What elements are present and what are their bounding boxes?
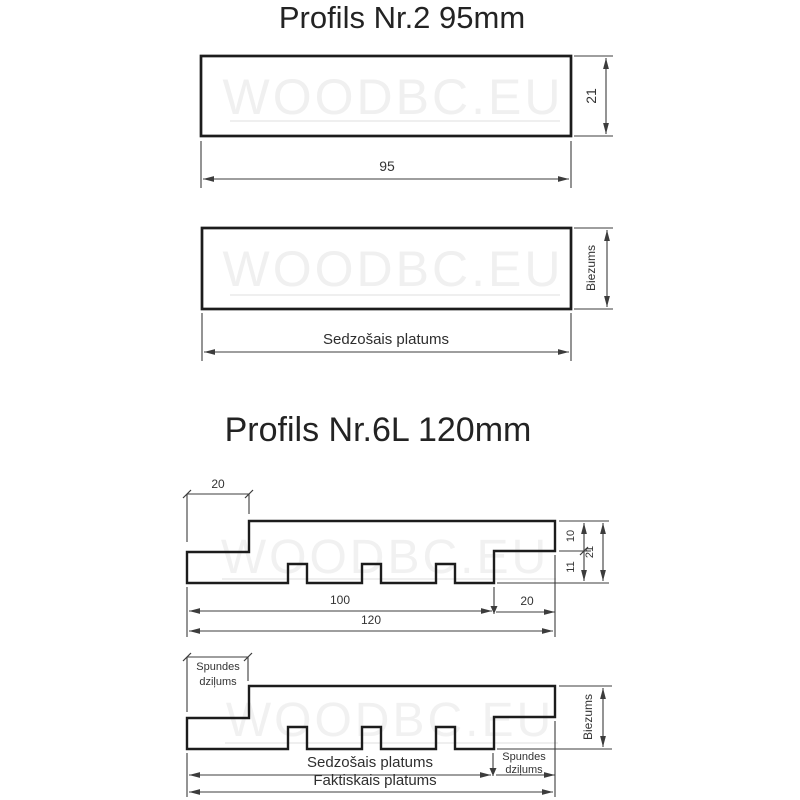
dim-thickness-21: 21 bbox=[583, 88, 599, 104]
watermark-text: WOODBC.EU bbox=[222, 69, 564, 125]
watermark-text: WOODBC.EU bbox=[225, 694, 555, 747]
watermark-text: WOODBC.EU bbox=[220, 531, 550, 584]
watermark-text: WOODBC.EU bbox=[222, 241, 564, 297]
label-spundes-dzilums-line2: dziļums bbox=[505, 764, 543, 776]
label-spundes-dzilums-line1: Spundes bbox=[196, 661, 240, 673]
label-sedzosais-platums: Sedzošais platums bbox=[323, 331, 449, 348]
label-sedzosais-platums: Sedzošais platums bbox=[307, 754, 433, 771]
label-spundes-dzilums-line2: dziļums bbox=[199, 676, 237, 688]
dim-cover-100: 100 bbox=[329, 593, 351, 607]
dim-full-120: 120 bbox=[360, 613, 382, 627]
dim-top-lip-10: 10 bbox=[565, 529, 577, 543]
dim-bottom-lip-11: 11 bbox=[565, 561, 577, 573]
label-faktiskais-platums: Faktiskais platums bbox=[313, 772, 437, 789]
profile2-title: Profils Nr.2 95mm bbox=[278, 0, 526, 35]
dim-rabbet-20: 20 bbox=[520, 594, 534, 608]
profile6l-title: Profils Nr.6L 120mm bbox=[224, 411, 532, 449]
dim-width-95: 95 bbox=[379, 158, 395, 174]
down-tick-arrow bbox=[491, 606, 498, 614]
label-biezums: Biezums bbox=[581, 693, 595, 741]
label-spundes-dzilums-line1: Spundes bbox=[502, 751, 546, 763]
label-biezums: Biezums bbox=[584, 244, 598, 292]
dim-tongue-20: 20 bbox=[211, 477, 225, 491]
dim-thickness-21: 21 bbox=[584, 545, 596, 559]
